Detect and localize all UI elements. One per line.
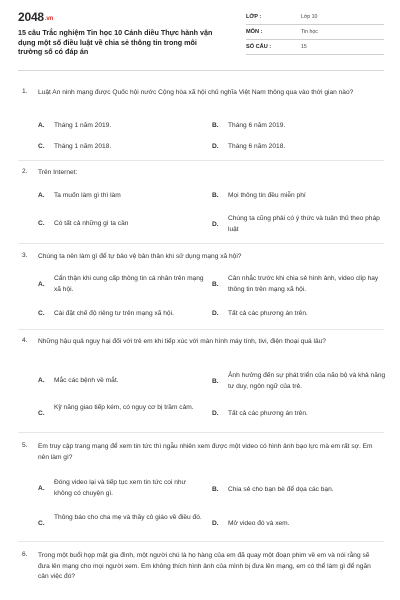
option-letter: C. (38, 143, 45, 150)
option-letter: A. (38, 122, 45, 129)
option-letter: A. (38, 485, 45, 492)
question-number: 4. (22, 337, 28, 344)
question-text: Chúng ta nên làm gì để tự bảo vệ bản thân khi sử dụng mạng xã hội? (38, 253, 242, 260)
logo-main: 2048 (18, 10, 44, 24)
option-letter: C. (38, 310, 45, 317)
option-text: Thông báo cho cha mẹ và thầy cô giáo về điều đó. (54, 514, 202, 521)
header-divider (18, 70, 384, 71)
meta-value: 15 (301, 44, 307, 50)
question-number: 1. (22, 88, 28, 95)
option-text: Đóng video lại và tiếp tục xem tin tức coi như không có chuyện gì. (54, 479, 186, 497)
option-text: Mở video đó và xem. (228, 520, 290, 527)
question-number: 5. (22, 442, 28, 449)
option-text: Tháng 1 năm 2019. (54, 122, 112, 129)
option-letter: D. (212, 221, 219, 228)
option-text: Chia sẻ cho bạn bè để dọa các bạn. (228, 486, 334, 493)
option-text: Tháng 6 năm 2018. (228, 143, 286, 150)
option-text: Kỹ năng giao tiếp kém, có nguy cơ bị trầm cảm. (54, 404, 194, 411)
meta-value: Tin học (301, 29, 318, 35)
logo-suffix: .vn (44, 16, 53, 22)
option-text: Cài đặt chế độ riêng tư trên mạng xã hội. (54, 310, 174, 317)
meta-row-count (246, 40, 384, 55)
option-letter: B. (212, 378, 219, 385)
question-text: Những hậu quả nguy hại đối với trẻ em khi tiếp xúc với màn hình máy tính, tivi, điện thoại quá lâu? (38, 338, 326, 345)
question-separator (18, 243, 384, 244)
site-logo[interactable] (18, 10, 53, 24)
option-text: Mắc các bệnh về mắt. (54, 377, 119, 384)
option-letter: B. (212, 281, 219, 288)
question-number: 2. (22, 168, 28, 175)
question-text: Trên Internet: (38, 169, 78, 176)
meta-value: Lớp 10 (301, 14, 318, 20)
question-separator (18, 329, 384, 330)
option-text: Tất cả các phương án trên. (228, 410, 308, 417)
option-letter: D. (212, 410, 219, 417)
page-header (18, 10, 384, 68)
meta-row-subject (246, 25, 384, 40)
meta-label: SỐ CÂU : (246, 44, 272, 50)
option-letter: C. (38, 520, 45, 527)
option-letter: D. (212, 520, 219, 527)
meta-label: MÔN : (246, 29, 263, 35)
question-number: 6. (22, 551, 28, 558)
option-text: Cẩn thận khi cung cấp thông tin cá nhân trên mạng xã hội. (54, 275, 204, 293)
option-text: Tháng 6 năm 2019. (228, 122, 286, 129)
option-letter: B. (212, 122, 219, 129)
option-text: Chúng ta cũng phải có ý thức và tuân thủ theo pháp luật (228, 215, 380, 233)
question-separator (18, 432, 384, 433)
question-text: Trong một buổi họp mặt gia đình, một người chú là họ hàng của em đã quay một đoạn phim về em và nói rằng sẽ đưa lên mạng cho mọi người xem. Em không thích hình ảnh của mình bị đưa lên mạng, em có thể làm gì để ngăn cản việc đó? (38, 552, 371, 580)
option-letter: D. (212, 143, 219, 150)
option-letter: B. (212, 486, 219, 493)
option-letter: A. (38, 377, 45, 384)
option-text: Tất cả các phương án trên. (228, 310, 308, 317)
option-text: Ảnh hưởng đến sự phát triển của não bộ và khả năng tư duy, ngôn ngữ của trẻ. (228, 372, 386, 390)
option-letter: D. (212, 310, 219, 317)
meta-table (246, 10, 384, 55)
option-text: Tháng 1 năm 2018. (54, 143, 112, 150)
question-separator (18, 541, 384, 542)
option-letter: A. (38, 281, 45, 288)
option-text: Mọi thông tin đều miễn phí (228, 192, 306, 199)
question-separator (18, 160, 384, 161)
page-title: 15 câu Trắc nghiệm Tin học 10 Cánh diều Thực hành vận dụng một số điều luật về chia sẻ thông tin trong môi trường số có đáp án (18, 28, 213, 56)
option-text: Có tất cả những gì ta cần (54, 220, 129, 227)
question-number: 3. (22, 252, 28, 259)
meta-row-class (246, 10, 384, 25)
option-text: Ta muốn làm gì thì làm (54, 192, 121, 199)
option-letter: C. (38, 220, 45, 227)
question-text: Em truy cập trang mạng để xem tin tức thì ngẫu nhiên xem được một video có hình ảnh bạo lực mà em rất sợ. Em nên làm gì? (38, 443, 373, 461)
question-text: Luật An ninh mạng được Quốc hội nước Cộng hòa xã hội chủ nghĩa Việt Nam thông qua vào thời gian nào? (38, 89, 354, 96)
option-letter: B. (212, 192, 219, 199)
meta-label: LỚP : (246, 14, 262, 20)
option-text: Cân nhắc trước khi chia sẻ hình ảnh, video clip hay thông tin trên mạng xã hội. (228, 275, 379, 293)
option-letter: A. (38, 192, 45, 199)
option-letter: C. (38, 410, 45, 417)
